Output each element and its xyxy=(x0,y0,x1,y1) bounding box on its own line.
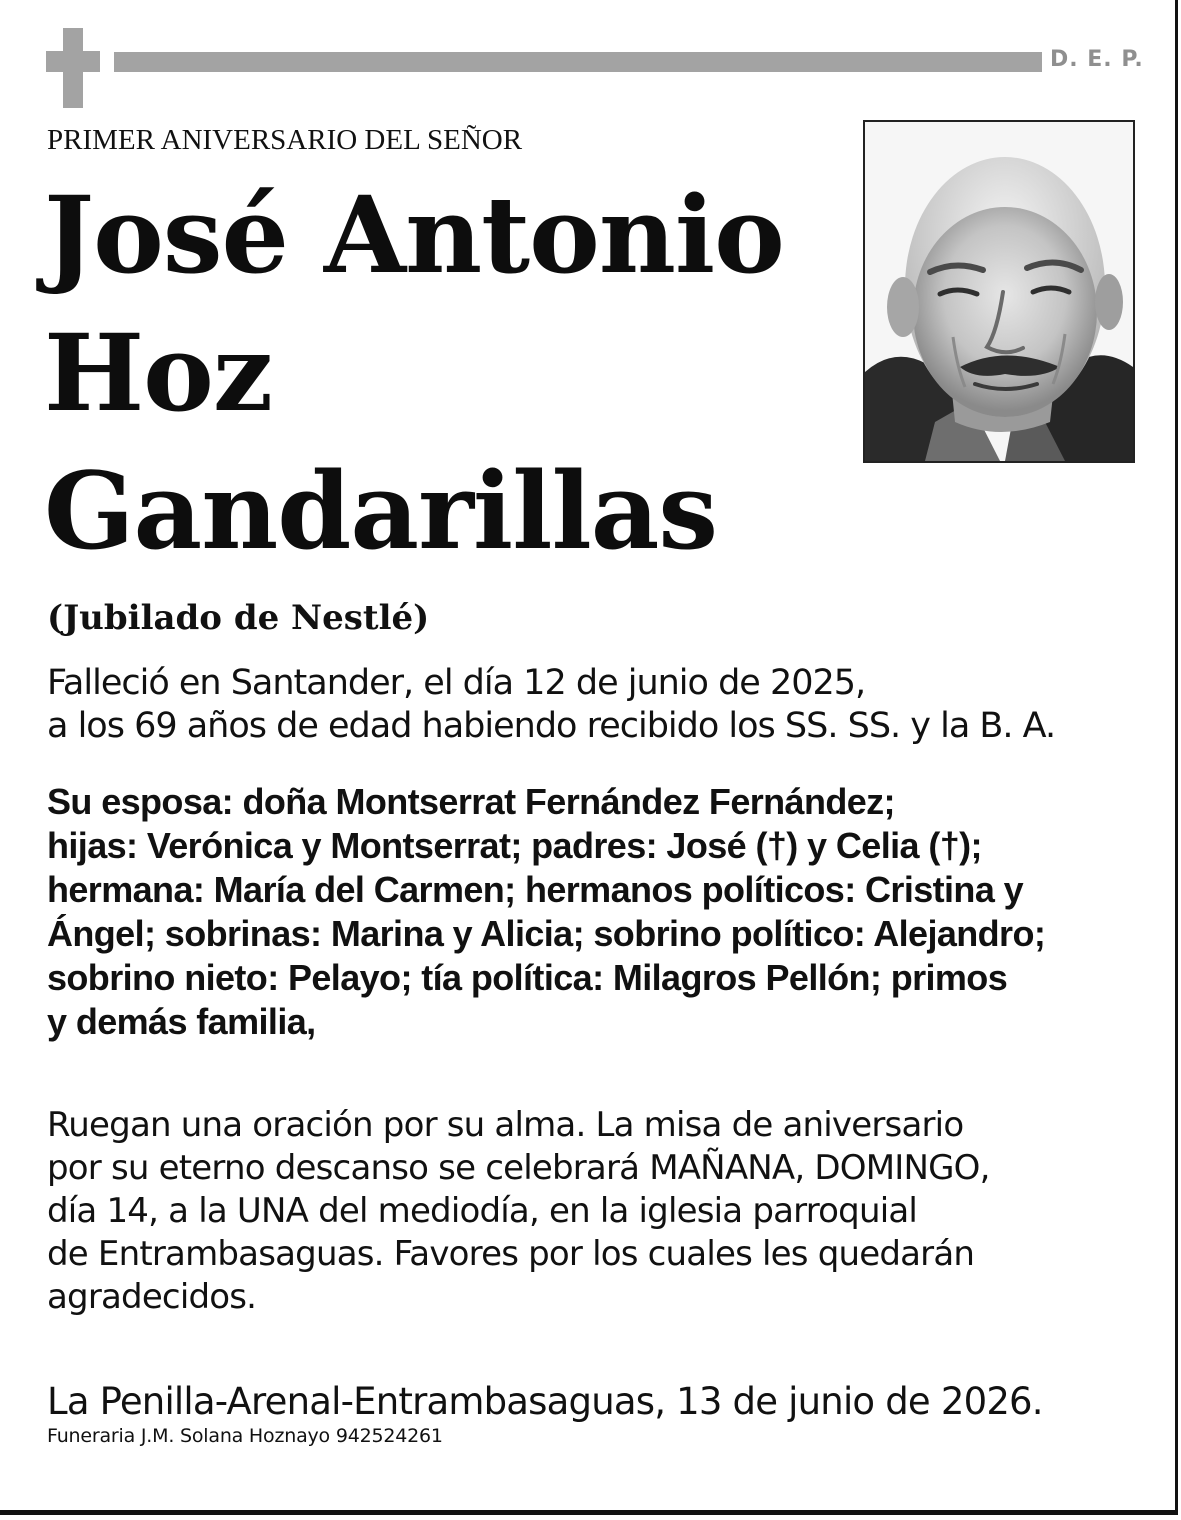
family-line: Ángel; sobrinas: Marina y Alicia; sobrino político: Alejandro; xyxy=(47,913,1046,954)
subtitle: (Jubilado de Nestlé) xyxy=(47,598,430,638)
cross-icon xyxy=(46,28,100,108)
family-line: Su esposa: doña Montserrat Fernández Fernández; xyxy=(47,781,895,822)
death-line: Falleció en Santander, el día 12 de junio de 2025, xyxy=(47,663,866,703)
funeral-home: Funeraria J.M. Solana Hoznayo 942524261 xyxy=(47,1425,443,1447)
prayer-line: Ruegan una oración por su alma. La misa de aniversario xyxy=(47,1105,964,1145)
prayer-line: de Entrambasaguas. Favores por los cuales les quedarán xyxy=(47,1234,975,1274)
family-line: hijas: Verónica y Montserrat; padres: José (†) y Celia (†); xyxy=(47,825,982,866)
header-rule xyxy=(114,52,1042,72)
place-date: La Penilla-Arenal-Entrambasaguas, 13 de junio de 2026. xyxy=(47,1380,1043,1423)
prayer-line: agradecidos. xyxy=(47,1277,257,1317)
name-first: José Antonio xyxy=(44,172,784,297)
family-line: hermana: María del Carmen; hermanos políticos: Cristina y xyxy=(47,869,1024,910)
prayer-line: por su eterno descanso se celebrará MAÑANA, DOMINGO, xyxy=(47,1148,990,1188)
family-line: sobrino nieto: Pelayo; tía política: Milagros Pellón; primos xyxy=(47,957,1008,998)
name-second: Hoz xyxy=(44,310,273,435)
death-paragraph xyxy=(47,662,1055,748)
pre-title: PRIMER ANIVERSARIO DEL SEÑOR xyxy=(47,124,523,156)
death-line: a los 69 años de edad habiendo recibido los SS. SS. y la B. A. xyxy=(47,706,1056,746)
family-paragraph xyxy=(47,780,1045,1044)
prayer-line: día 14, a la UNA del mediodía, en la iglesia parroquial xyxy=(47,1191,918,1231)
family-line: y demás familia, xyxy=(47,1001,316,1042)
prayer-paragraph xyxy=(47,1104,990,1319)
name-third: Gandarillas xyxy=(44,448,718,573)
portrait-photo xyxy=(863,120,1135,463)
dep-label: D. E. P. xyxy=(1050,47,1144,72)
